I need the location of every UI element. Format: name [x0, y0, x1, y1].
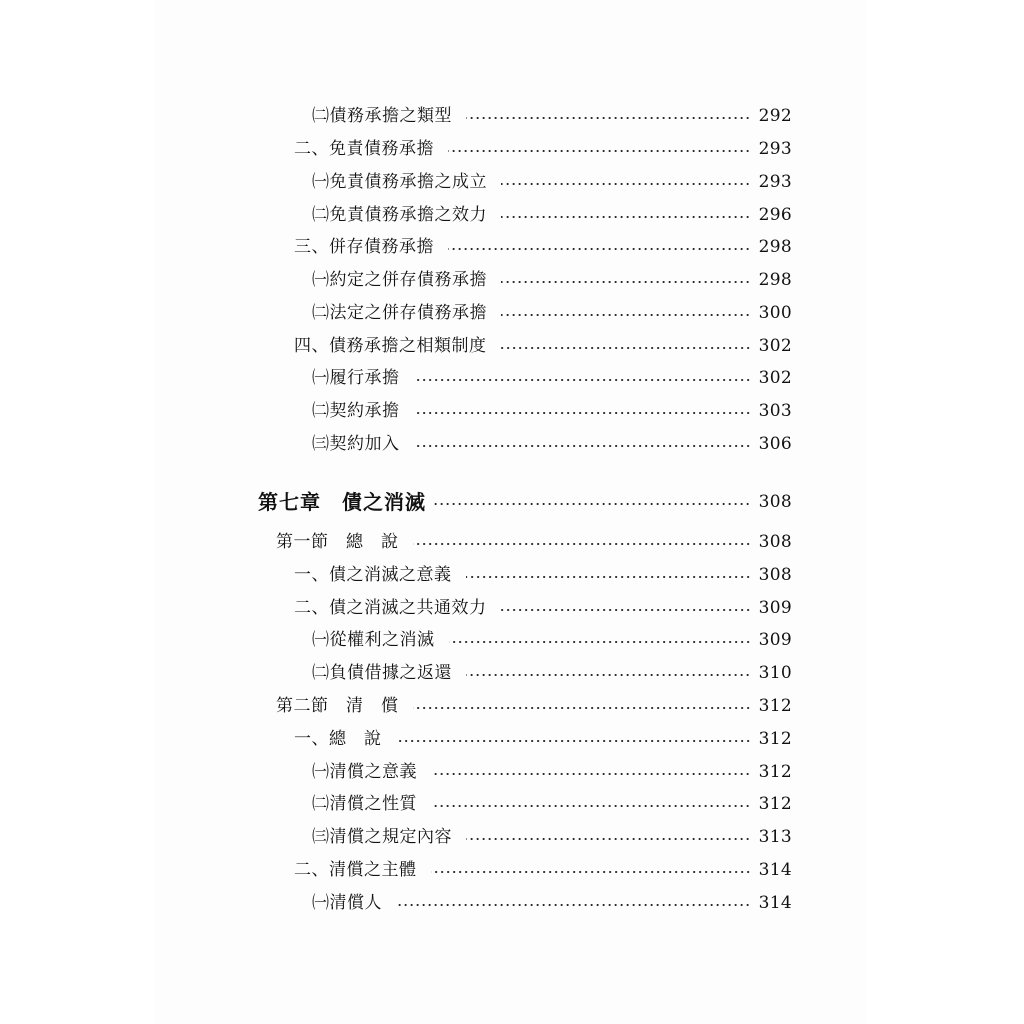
dot-leader [501, 183, 751, 185]
toc-entry-page: 302 [758, 336, 792, 356]
toc-entry-page: 310 [758, 663, 792, 683]
toc-entry [294, 595, 792, 621]
toc-entry-title: 二、清償之主體 [294, 860, 417, 880]
toc-entry [312, 103, 792, 129]
dot-leader [413, 543, 751, 545]
dot-leader [413, 707, 751, 709]
toc-entry-page: 300 [758, 303, 792, 323]
section-title: 第二節 清 償 [276, 696, 399, 716]
toc-entry-page: 312 [758, 696, 792, 716]
toc-entry [312, 890, 792, 916]
dot-leader [466, 576, 751, 578]
toc-entry [294, 726, 792, 752]
dot-leader [448, 150, 751, 152]
toc-entry-page: 298 [758, 270, 792, 290]
toc-entry [312, 300, 792, 326]
toc-entry-title: 一、債之消滅之意義 [294, 565, 452, 585]
toc-entry-page: 312 [758, 762, 792, 782]
toc-entry [312, 202, 792, 228]
dot-leader [466, 117, 751, 119]
toc-entry [312, 759, 792, 785]
toc-entry [294, 333, 792, 359]
toc-entry-page: 298 [758, 237, 792, 257]
dot-leader [501, 347, 751, 349]
toc-section [276, 693, 792, 719]
toc-entry [294, 234, 792, 260]
toc-entry-page: 308 [758, 565, 792, 585]
toc-entry [312, 267, 792, 293]
toc-entry-page: 293 [758, 139, 792, 159]
toc-entry-title: 四、債務承擔之相類制度 [294, 336, 487, 356]
toc-entry-page: 303 [758, 401, 792, 421]
toc-entry-title: ㈡債務承擔之類型 [312, 106, 452, 126]
toc-entry [312, 824, 792, 850]
toc-entry-title: ㈠約定之併存債務承擔 [312, 270, 487, 290]
toc-entry-title: ㈠清償人 [312, 893, 382, 913]
dot-leader [396, 740, 751, 742]
dot-leader [448, 248, 751, 250]
toc-entry-title: 一、總 說 [294, 729, 382, 749]
toc-entry-page: 309 [758, 630, 792, 650]
toc-entry-page: 314 [758, 860, 792, 880]
dot-leader [432, 503, 751, 505]
toc-entry-title: ㈡契約承擔 [312, 401, 400, 421]
toc-entry-title: ㈡免責債務承擔之效力 [312, 205, 487, 225]
toc-entry-page: 296 [758, 205, 792, 225]
dot-leader [431, 773, 751, 775]
toc-entry-title: ㈡法定之併存債務承擔 [312, 303, 487, 323]
toc-entry-title: ㈢清償之規定內容 [312, 827, 452, 847]
toc-entry-page: 309 [758, 598, 792, 618]
toc-entry [312, 169, 792, 195]
toc-entry-title: ㈢契約加入 [312, 434, 400, 454]
toc-entry [294, 562, 792, 588]
toc-entry-title: ㈠履行承擔 [312, 368, 400, 388]
toc-entry-page: 313 [758, 827, 792, 847]
dot-leader [449, 641, 751, 643]
toc-entry-title: 二、債之消滅之共通效力 [294, 598, 487, 618]
dot-leader [501, 216, 751, 218]
toc-entry-title: ㈠清償之意義 [312, 762, 417, 782]
toc-entry-page: 308 [758, 532, 792, 552]
toc-entry-page: 312 [758, 729, 792, 749]
toc-entry-page: 306 [758, 434, 792, 454]
toc-entry-title: ㈠免責債務承擔之成立 [312, 172, 487, 192]
toc-entry-title: 二、免責債務承擔 [294, 139, 434, 159]
toc-entry [294, 857, 792, 883]
dot-leader [501, 314, 751, 316]
toc-chapter [258, 488, 792, 516]
toc-entry [312, 627, 792, 653]
dot-leader [414, 379, 751, 381]
dot-leader [414, 445, 751, 447]
dot-leader [466, 838, 751, 840]
dot-leader [501, 281, 751, 283]
chapter-title: 第七章 債之消滅 [258, 490, 426, 514]
dot-leader [501, 609, 751, 611]
dot-leader [431, 805, 751, 807]
toc-entry [294, 136, 792, 162]
toc-section [276, 529, 792, 555]
dot-leader [414, 412, 751, 414]
toc-entry-page: 312 [758, 794, 792, 814]
toc-entry-page: 293 [758, 172, 792, 192]
section-title: 第一節 總 說 [276, 532, 399, 552]
toc-entry-page: 302 [758, 368, 792, 388]
toc-entry-title: 三、併存債務承擔 [294, 237, 434, 257]
dot-leader [466, 674, 751, 676]
toc-entry [312, 431, 792, 457]
dot-leader [396, 904, 751, 906]
toc-entry-page: 314 [758, 893, 792, 913]
toc-entry [312, 791, 792, 817]
toc-entry-title: ㈠從權利之消滅 [312, 630, 435, 650]
toc-entry-title: ㈡清償之性質 [312, 794, 417, 814]
toc-entry-page: 292 [758, 106, 792, 126]
toc-entry [312, 398, 792, 424]
dot-leader [431, 871, 751, 873]
toc-entry [312, 660, 792, 686]
toc-entry-page: 308 [758, 492, 792, 512]
toc-entry-title: ㈡負債借據之返還 [312, 663, 452, 683]
toc-entry [312, 365, 792, 391]
